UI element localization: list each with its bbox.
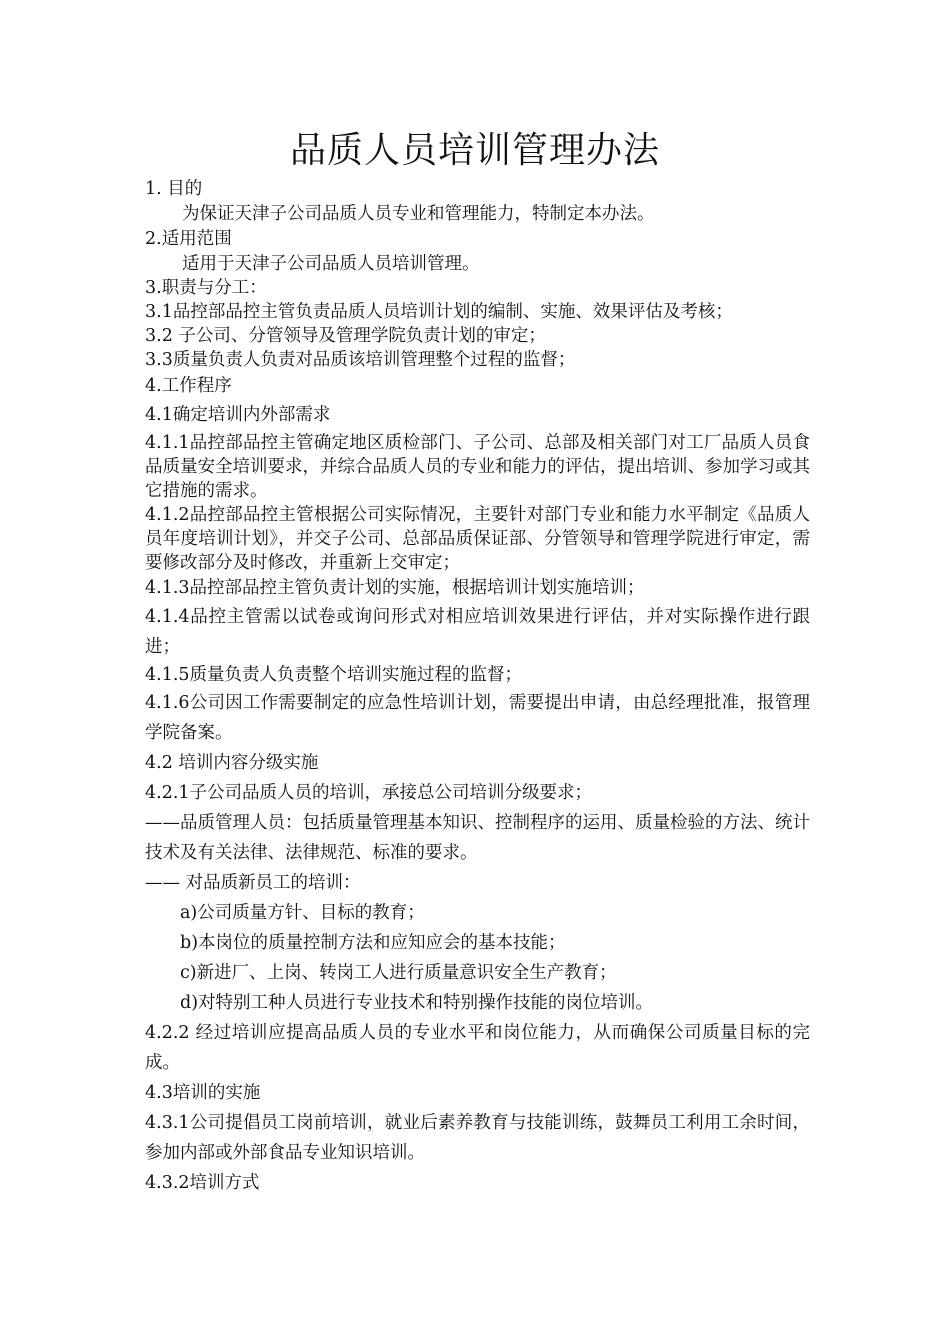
clause-4-1-4: 4.1.4品控主管需以试卷或询问形式对相应培训效果进行评估，并对实际操作进行跟进； xyxy=(145,607,810,657)
document-body xyxy=(145,176,810,1198)
new-staff-training-heading: —— 对品质新员工的培训： xyxy=(145,873,361,893)
clause-4-1-1: 4.1.1品控部品控主管确定地区质检部门、子公司、总部及相关部门对工厂品质人员食品质量安全培训要求，并综合品质人员的专业和能力的评估，提出培训、参加学习或其它措施的需求。 xyxy=(145,433,810,501)
clause-4-2-1: 4.2.1子公司品质人员的培训，承接总公司培训分级要求； xyxy=(145,783,593,803)
clause-4-1: 4.1确定培训内外部需求 xyxy=(145,405,331,425)
section-heading-responsibilities: 3.职责与分工： xyxy=(145,278,267,298)
clause-4-1-6: 4.1.6公司因工作需要制定的应急性培训计划，需要提出申请，由总经理批准，报管理学院备案。 xyxy=(145,693,810,743)
list-item-a: a)公司质量方针、目标的教育； xyxy=(180,903,425,923)
section-heading-purpose: 1. 目的 xyxy=(145,179,203,199)
clause-4-2-2: 4.2.2 经过培训应提高品质人员的专业水平和岗位能力，从而确保公司质量目标的完成。 xyxy=(145,1023,810,1073)
management-staff-training: ——品质管理人员：包括质量管理基本知识、控制程序的运用、质量检验的方法、统计技术及有关法律、法律规范、标准的要求。 xyxy=(145,813,810,863)
list-item-b: b)本岗位的质量控制方法和应知应会的基本技能； xyxy=(180,933,566,953)
clause-4-3-2: 4.3.2培训方式 xyxy=(145,1173,260,1193)
section-heading-scope: 2.适用范围 xyxy=(145,229,232,249)
list-item-d: d)对特别工种人员进行专业技术和特别操作技能的岗位培训。 xyxy=(180,993,654,1013)
list-item-c: c)新进厂、上岗、转岗工人进行质量意识安全生产教育； xyxy=(180,963,617,983)
clause-4-3: 4.3培训的实施 xyxy=(145,1083,261,1103)
clause-3-3: 3.3质量负责人负责对品质该培训管理整个过程的监督； xyxy=(145,350,576,370)
clause-4-1-3: 4.1.3品控部品控主管负责计划的实施，根据培训计划实施培训； xyxy=(145,578,645,598)
scope-text: 适用于天津子公司品质人员培训管理。 xyxy=(182,254,480,274)
clause-4-2: 4.2 培训内容分级实施 xyxy=(145,753,319,773)
section-heading-procedure: 4.工作程序 xyxy=(145,376,232,396)
clause-4-1-5: 4.1.5质量负责人负责整个培训实施过程的监督； xyxy=(145,665,523,685)
purpose-text: 为保证天津子公司品质人员专业和管理能力，特制定本办法。 xyxy=(182,204,655,224)
document-title: 品质人员培训管理办法 xyxy=(289,130,660,171)
clause-3-2: 3.2 子公司、分管领导及管理学院负责计划的审定； xyxy=(145,326,546,346)
clause-4-3-1: 4.3.1公司提倡员工岗前培训，就业后素养教育与技能训练，鼓舞员工利用工余时间，参加内部或外部食品专业知识培训。 xyxy=(145,1113,810,1163)
clause-4-1-2: 4.1.2品控部品控主管根据公司实际情况，主要针对部门专业和能力水平制定《品质人员年度培训计划》，并交子公司、总部品质保证部、分管领导和管理学院进行审定，需要修改部分及时修改，并重新上交审定； xyxy=(145,505,810,573)
clause-3-1: 3.1品控部品控主管负责品质人员培训计划的编制、实施、效果评估及考核； xyxy=(145,302,733,322)
